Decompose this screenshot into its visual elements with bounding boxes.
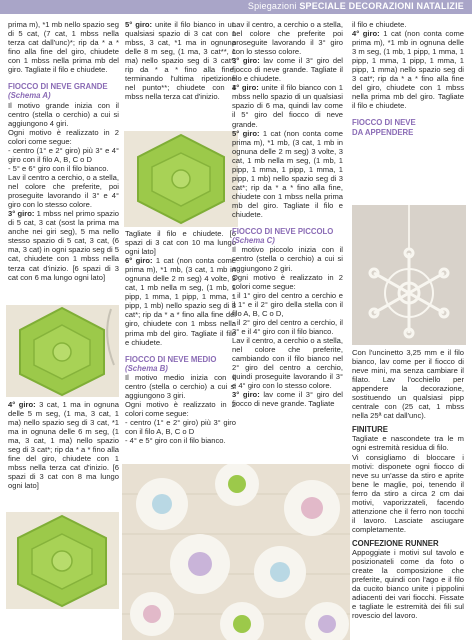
heading-subtitle: (Schema C) [232,236,275,246]
round-label: 5° giro: [232,128,260,138]
round-label: 3° giro: [232,56,260,66]
section-heading [352,118,464,136]
col3-paragraph: unite il filo bianco con 1 mbss nello spazio di un qualsiasi spazio di 6 ma, quindi lav come il 5° giro del fiocco di neve grande. [232,83,343,129]
header-band [0,0,472,14]
col1-paragraph: 1 mbss nel primo spazio di 5 cat, 3 cat (sost la prima ma anche nei giri seg), 5 ma nello stesso spazio di 5 cat, 3 cat, (6 ma, 3 cat) in ogni spazio seg di 5 cat, chiudete con 1 mbss nella terza cat d'inizio. [6 spazi di 3 cat con 6 ma lungo ogni lato] [8,209,120,282]
col4-paragraph: Tagliate e nascondete tra le m ogni estremità residua di filo. Vi consigliamo di bloccare i motivi: disponete ogni fiocco di neve su un'asse da stiro e aprite bene le maglie, poi, tenendo il ferro da stiro a circa 2 cm dai motivi, vaporizzateli, facendo attenzione che il ferro non tocchi il lavoro. Lasciate asciugare completamente. [352,434,464,534]
column-1 [8,20,119,282]
heading-title-line-2: DA APPENDERE [352,127,414,137]
green-hexagon-photo-3 [124,131,238,227]
round-label: 4° giro: [352,29,380,39]
col2-paragraph: Tagliate il filo e chiudete. [6 spazi di 3 cat con 10 ma lungo ogni lato] [125,229,236,257]
col4-paragraph: il filo e chiudete. [352,20,407,29]
runner-heading: CONFEZIONE RUNNER [352,538,439,548]
column-2-continued [125,229,236,445]
green-hexagon-photo-1 [6,305,119,397]
heading-title: FIOCCO DI NEVE [352,118,416,128]
col2-paragraph: 1 cat (non conta come prima m), *1 mb, (3 cat, 1 mb in ognuna delle 2 m seg) 4 volte, 3 cat, 1 mb nella m seg, (1 mb, 1 pipp, 1 mma, 1 pipp, 1 mma, 1 pipp, 1 mb) nello spazio seg di 3 cat*; rip da * a * fino alla fine del giro, chiudete con 1 mbss nella prima mb del giro. Tagliate il filo e chiudete. [125,256,236,347]
col4-paragraph: Con l'uncinetto 3,25 mm e il filo bianco, lav come per il fiocco di neve mini, ma senza cambiare il filato. Lav l'occhiello per appendere la decorazione, sostituendo un qualsiasi pipp centrale con (25 cat, 1 mbss nella 25ª cat dall'unc). [352,348,464,421]
heading-title: FIOCCO DI NEVE MEDIO [125,354,217,364]
round-label: 5° giro: [125,20,153,29]
header-title: SPECIALE DECORAZIONI NATALIZIE [299,1,464,11]
snowflake-runner-photo [122,464,350,640]
hanging-snowflake-photo [352,205,466,345]
section-heading [232,227,343,245]
column-1-continued [8,400,119,490]
column-4 [352,20,464,137]
round-label: 4° giro: [8,400,36,409]
col3-paragraph: lav come il 3° giro del fiocco di neve grande. Tagliate [232,390,343,409]
col3-paragraph: Lav il centro, a cerchio o a stella, nel colore che preferite poi proseguite lavorando il 3° giro con lo stesso colore. [232,20,343,57]
col1-paragraph: Il motivo grande inizia con il centro (stella o cerchio) a cui si aggiungono 4 giri. Ogni motivo è realizzato in 2 colori come segue: - centro (1° e 2° giro) più 3° e 4° giro con il filo A, B, C o D - 5° e 6° giro con il filo bianco. Lav il centro a cerchio, o a stella, nel colore che preferite, poi proseguite lavorando il 3° e 4° giro con lo stesso colore. [8,100,119,210]
heading-title: FIOCCO DI NEVE GRANDE [8,82,108,92]
header-text [248,1,464,11]
section-heading [8,82,119,100]
col1-paragraph: 3 cat, 1 ma in ognuna delle 5 m seg, (1 ma, 3 cat, 1 ma) nello spazio seg di 3 cat, *1 ma in ognuna delle 6 m seg, (1 ma, 3 cat, 1 ma) nello spazio seg di 3 cat*; rip da * a * fino alla fine del giro, chiudete con 1 mbss nella terza cat d'inizio. [6 spazi di 3 cat con 8 ma lungo ogni lato] [8,400,119,491]
col2-paragraph: Il motivo medio inizia con il centro (stella o cerchio) a cui si aggiungono 3 giri. Ogni motivo è realizzato in 2 colori come segue: - centro (1° e 2° giro) più 3° giro con il filo A, B, C o D - 4° e 5° giro con il filo bianco. [125,373,236,446]
round-label: 6° giro: [125,256,153,266]
col3-paragraph: lav come il 3° giro del fiocco di neve grande. Tagliate il filo e chiudete. [232,56,343,84]
column-4-continued [352,348,464,620]
col1-paragraph: prima m), *1 mb nello spazio seg di 5 cat, (7 cat, 1 mbss nella terza cat dall'unc)*; rip da * a * fino alla fine del giro, chiudete con 1 mbss nella prima mb del giro. Tagliate il filo e chiudete. [8,20,119,75]
column-3 [232,20,343,408]
section-heading [125,355,236,373]
col3-paragraph: Il motivo piccolo inizia con il centro (stella o cerchio) a cui si aggiungono 2 giri. Ogni motivo è realizzato in 2 colori come segue: - il 1° giro del centro a cerchio e il 1° e il 2° giro della stella con il filo A, B, C o D, - il 2° giro del centro a cerchio, il 3° e il 4° giro con il filo bianco. Lav il centro, a cerchio o a stella, nel colore che preferite, cambiando con il filo bianco nel 2° giro del centro a cerchio, quindi proseguite lavorando il 3° e 4° giro con lo stesso colore. [232,245,343,391]
round-label: 4° giro: [232,83,259,93]
col4-paragraph: 1 cat (non conta come prima m), *1 mb in ognuna delle 3 m seg, (1 mb, 1 pipp, 1 mma, 1 pipp, 1 mma, 1 pipp, 1 mma, 1 pipp, 1 mma) nello spazio seg di 3 cat*; rip da * a * fino alla fine del giro, chiudete con 1 mbss nella prima mb del giro. Tagliate il filo e chiudete. [352,29,465,111]
col3-paragraph: 1 cat (non conta come prima m), *1 mb, (3 cat, 1 mb in ognuna delle 2 m seg) 3 volte, 3 cat, 1 mb nella m seg, (1 mb, 1 pipp, 1 mma, 1 pipp, 1 mma, 1 pipp, 1 mb) nello spazio seg di 3 cat*; rip da * a * fino alla fine, chiudete con 1 mbss nella prima mb del giro. Tagliate il filo e chiudete. [232,128,343,219]
heading-subtitle: (Schema A) [8,91,51,101]
round-label: 3° giro: [8,209,35,219]
heading-subtitle: (Schema B) [125,363,168,373]
col4-paragraph: Appoggiate i motivi sul tavolo e posizionateli come da foto o create la composizione che preferite, quindi con l'ago e il filo da cucito bianco unite i pippolini adiacenti dei vari fiocchi. Fissate e tagliate le estremità dei fili sul rovescio del lavoro. [352,547,464,621]
round-label: 3° giro: [232,390,260,400]
header-section: Spiegazioni [247,1,297,11]
heading-title: FIOCCO DI NEVE PICCOLO [232,227,334,237]
finishing-heading: FINITURE [352,425,388,435]
green-hexagon-photo-2 [6,512,119,609]
col2-paragraph: unite il filo bianco in un qualsiasi spazio di 3 cat con 1 mbss, 3 cat, *1 ma in ognuna delle 8 m seg, (1 ma, 3 cat**, 1 ma) nello spazio seg di 3 cat*; rip da * a * fino alla fine, terminando l'ultima ripetizione nel punto**; chiudete con 1 mbss nella terza cat d'inizio. [125,20,236,102]
column-2 [125,20,236,101]
